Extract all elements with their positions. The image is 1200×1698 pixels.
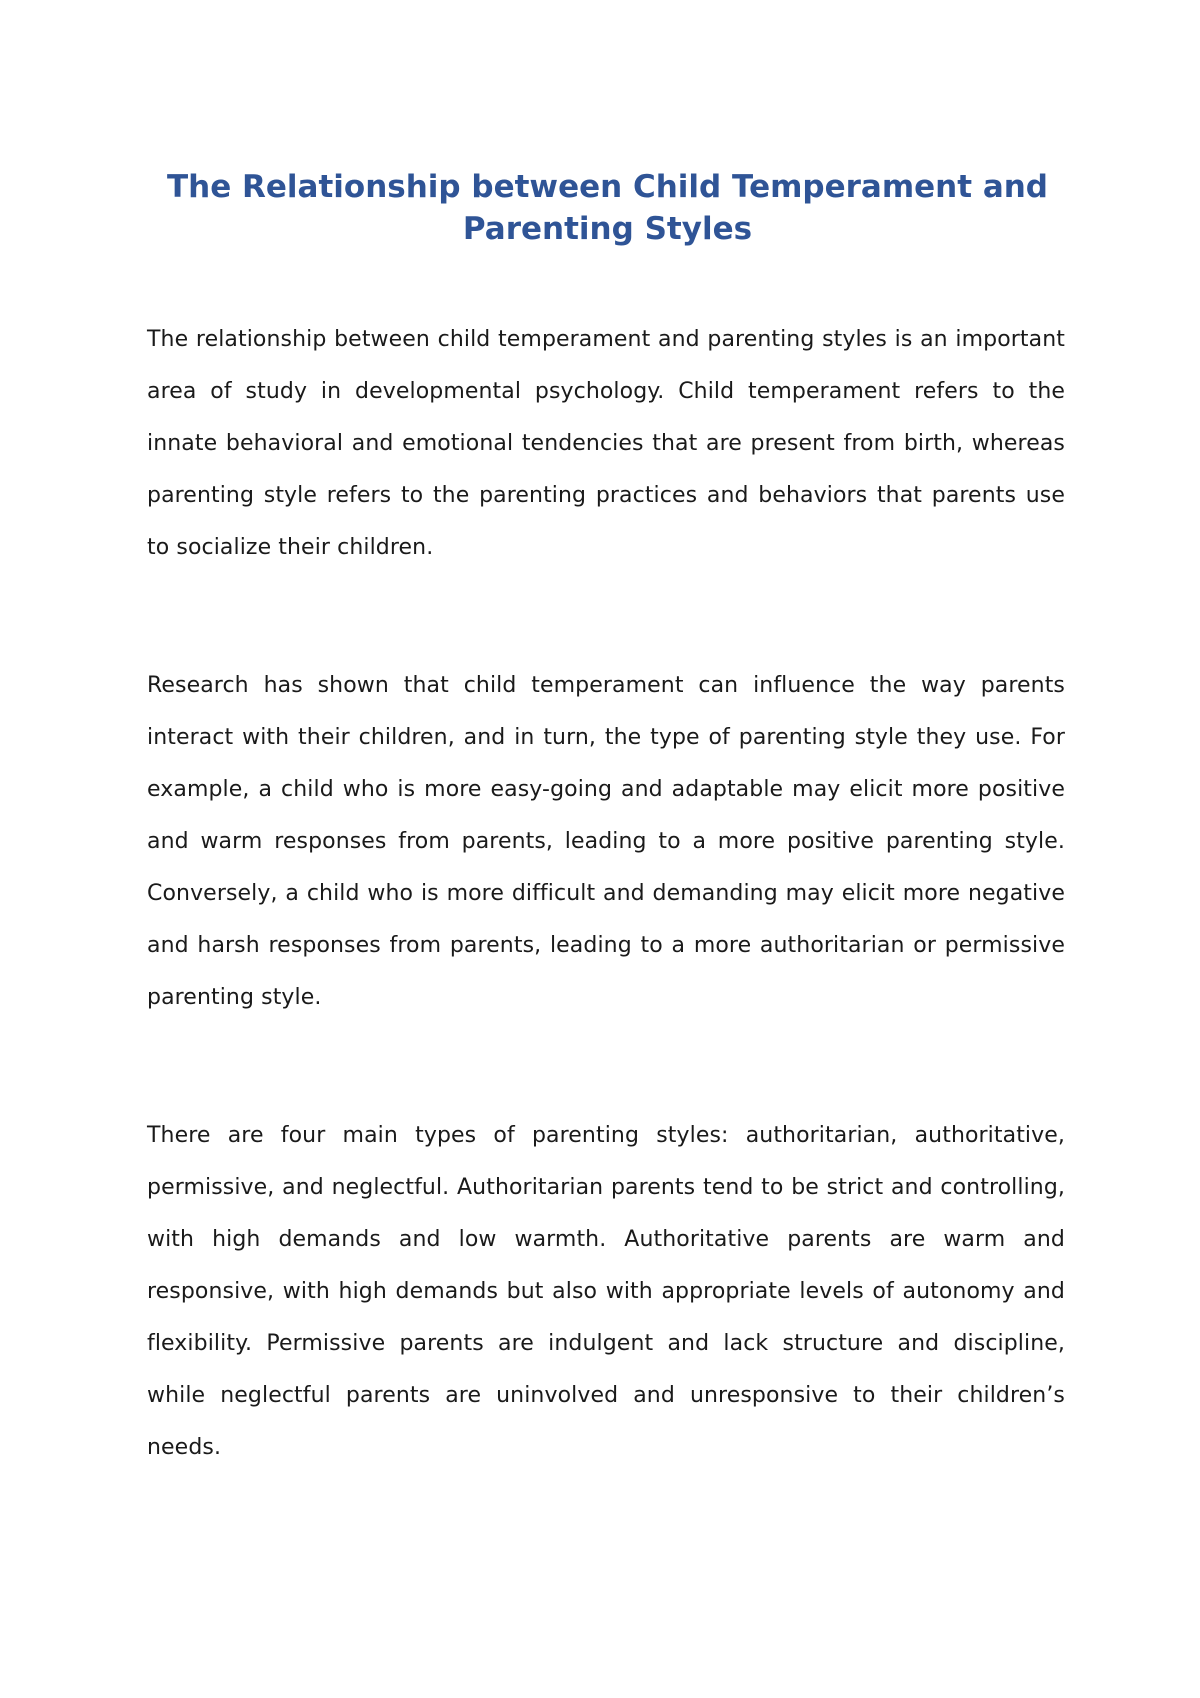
paragraph-2: Research has shown that child temperament can influence the way parents interact with their children, and in turn, the type of parenting style they use. For example, a child who is more easy-going and adaptable may elicit more positive and warm responses from parents, leading to a more positive parenting style. Conversely, a child who is more difficult and demanding may elicit more negative and harsh responses from parents, leading to a more authoritarian or permissive parenting style. (147, 673, 1065, 1010)
document-title: The Relationship between Child Temperament and Parenting Styles (166, 169, 1049, 247)
paragraph-3: There are four main types of parenting styles: authoritarian, authoritative, permissive, and neglectful. Authoritarian parents tend to be strict and controlling, with high demands and low warmth. Authoritative parents are warm and responsive, with high demands but also with appropriate levels of autonomy and flexibility. Permissive parents are indulgent and lack structure and discipline, while neglectful parents are uninvolved and unresponsive to their children’s needs. (147, 1123, 1065, 1460)
paragraph-1: The relationship between child temperament and parenting styles is an important area of study in developmental psychology. Child temperament refers to the innate behavioral and emotional tendencies that are present from birth, whereas parenting style refers to the parenting practices and behaviors that parents use to socialize their children. (147, 327, 1065, 560)
